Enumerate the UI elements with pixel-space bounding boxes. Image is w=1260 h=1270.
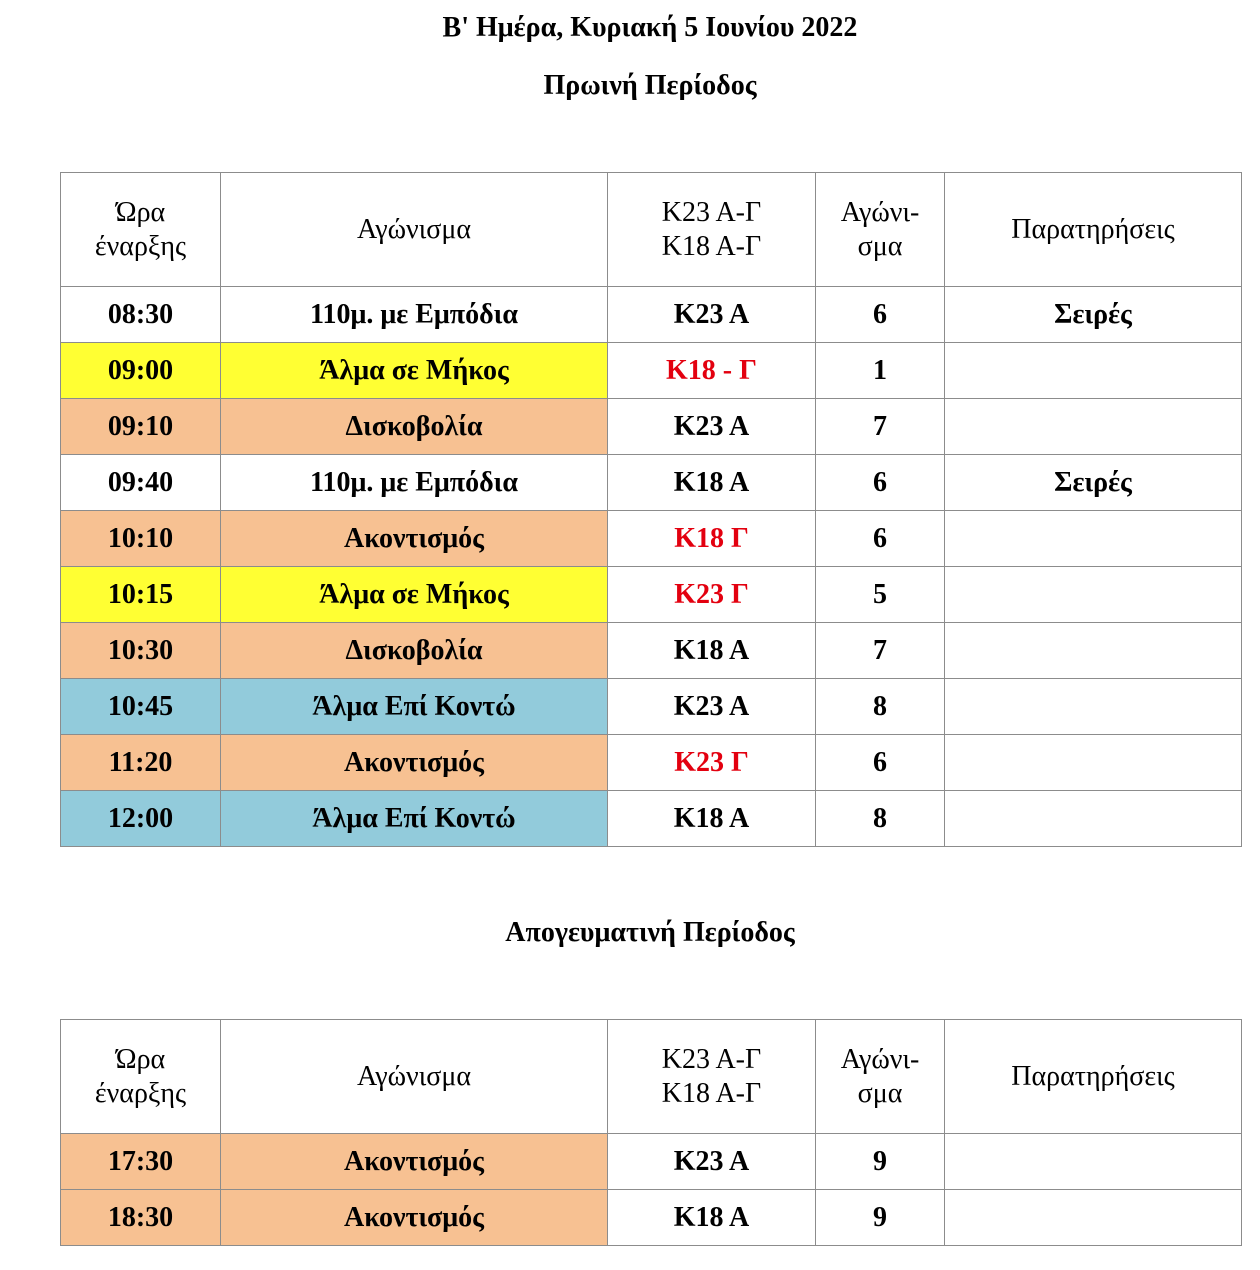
category-cell: Κ23 Γ bbox=[608, 735, 816, 791]
remarks-cell: Σειρές bbox=[945, 287, 1242, 343]
afternoon-table-body bbox=[61, 1134, 1242, 1246]
start-time-cell: 17:30 bbox=[61, 1134, 221, 1190]
category-cell: Κ18 Α bbox=[608, 791, 816, 847]
page-title: Β' Ημέρα, Κυριακή 5 Ιουνίου 2022 bbox=[442, 12, 858, 43]
remarks-cell bbox=[945, 623, 1242, 679]
start-time-cell: 11:20 bbox=[61, 735, 221, 791]
remarks-cell bbox=[945, 1190, 1242, 1246]
start-time-cell: 12:00 bbox=[61, 791, 221, 847]
morning-table-body bbox=[61, 287, 1242, 847]
header-event-number-line1: Αγώνι- bbox=[840, 196, 920, 228]
header-category-line1: Κ23 Α-Γ bbox=[661, 196, 762, 228]
event-number-cell: 7 bbox=[816, 399, 945, 455]
event-number-cell: 9 bbox=[816, 1190, 945, 1246]
category-cell: Κ23 Γ bbox=[608, 567, 816, 623]
header-category bbox=[608, 1020, 816, 1134]
event-cell: Δισκοβολία bbox=[221, 399, 608, 455]
category-cell: Κ18 - Γ bbox=[608, 343, 816, 399]
event-cell: Ακοντισμός bbox=[221, 1190, 608, 1246]
category-cell: Κ23 Α bbox=[608, 399, 816, 455]
event-cell: Άλμα Επί Κοντώ bbox=[221, 679, 608, 735]
header-category-line2: Κ18 Α-Γ bbox=[661, 230, 762, 262]
remarks-cell bbox=[945, 791, 1242, 847]
category-cell: Κ18 Α bbox=[608, 623, 816, 679]
event-cell: Ακοντισμός bbox=[221, 1134, 608, 1190]
table-row bbox=[61, 455, 1242, 511]
event-number-cell: 6 bbox=[816, 511, 945, 567]
event-number-cell: 1 bbox=[816, 343, 945, 399]
remarks-cell bbox=[945, 735, 1242, 791]
start-time-cell: 09:10 bbox=[61, 399, 221, 455]
category-cell: Κ23 Α bbox=[608, 679, 816, 735]
event-cell: Ακοντισμός bbox=[221, 735, 608, 791]
remarks-cell bbox=[945, 343, 1242, 399]
header-start-time-line2: έναρξης bbox=[94, 1077, 187, 1109]
header-event-number bbox=[816, 173, 945, 287]
table-row bbox=[61, 511, 1242, 567]
remarks-cell bbox=[945, 1134, 1242, 1190]
header-event-number bbox=[816, 1020, 945, 1134]
table-row bbox=[61, 623, 1242, 679]
start-time-cell: 09:00 bbox=[61, 343, 221, 399]
event-number-cell: 5 bbox=[816, 567, 945, 623]
event-number-cell: 6 bbox=[816, 455, 945, 511]
header-start-time-line1: Ώρα bbox=[115, 1043, 166, 1075]
table-row bbox=[61, 399, 1242, 455]
remarks-cell: Σειρές bbox=[945, 455, 1242, 511]
start-time-cell: 09:40 bbox=[61, 455, 221, 511]
event-number-cell: 8 bbox=[816, 791, 945, 847]
category-cell: Κ23 Α bbox=[608, 1134, 816, 1190]
event-cell: Δισκοβολία bbox=[221, 623, 608, 679]
remarks-cell bbox=[945, 567, 1242, 623]
category-cell: Κ18 Α bbox=[608, 1190, 816, 1246]
event-cell: 110μ. με Εμπόδια bbox=[221, 455, 608, 511]
table-header bbox=[61, 173, 1242, 287]
table-row bbox=[61, 1134, 1242, 1190]
header-row bbox=[61, 1020, 1242, 1134]
header-event: Αγώνισμα bbox=[221, 173, 608, 287]
table-row bbox=[61, 735, 1242, 791]
event-number-cell: 6 bbox=[816, 735, 945, 791]
header-remarks: Παρατηρήσεις bbox=[945, 173, 1242, 287]
category-cell: Κ18 Α bbox=[608, 455, 816, 511]
table-row bbox=[61, 287, 1242, 343]
remarks-cell bbox=[945, 511, 1242, 567]
header-category-line1: Κ23 Α-Γ bbox=[661, 1043, 762, 1075]
morning-schedule-table bbox=[60, 172, 1242, 847]
header-row bbox=[61, 173, 1242, 287]
header-category bbox=[608, 173, 816, 287]
event-number-cell: 6 bbox=[816, 287, 945, 343]
start-time-cell: 08:30 bbox=[61, 287, 221, 343]
start-time-cell: 10:45 bbox=[61, 679, 221, 735]
start-time-cell: 18:30 bbox=[61, 1190, 221, 1246]
table-row bbox=[61, 1190, 1242, 1246]
afternoon-period-title: Απογευματινή Περίοδος bbox=[505, 917, 795, 948]
remarks-cell bbox=[945, 679, 1242, 735]
table-header bbox=[61, 1020, 1242, 1134]
remarks-cell bbox=[945, 399, 1242, 455]
event-number-cell: 9 bbox=[816, 1134, 945, 1190]
category-cell: Κ18 Γ bbox=[608, 511, 816, 567]
event-number-cell: 8 bbox=[816, 679, 945, 735]
start-time-cell: 10:15 bbox=[61, 567, 221, 623]
header-start-time bbox=[61, 1020, 221, 1134]
table-row bbox=[61, 343, 1242, 399]
header-start-time bbox=[61, 173, 221, 287]
table-row bbox=[61, 679, 1242, 735]
header-remarks: Παρατηρήσεις bbox=[945, 1020, 1242, 1134]
header-start-time-line1: Ώρα bbox=[115, 196, 166, 228]
table-row bbox=[61, 791, 1242, 847]
event-cell: Ακοντισμός bbox=[221, 511, 608, 567]
table-row bbox=[61, 567, 1242, 623]
event-number-cell: 7 bbox=[816, 623, 945, 679]
header-category-line2: Κ18 Α-Γ bbox=[661, 1077, 762, 1109]
header-start-time-line2: έναρξης bbox=[94, 230, 187, 262]
header-event-number-line2: σμα bbox=[857, 230, 903, 262]
event-cell: 110μ. με Εμπόδια bbox=[221, 287, 608, 343]
afternoon-schedule-table bbox=[60, 1019, 1242, 1246]
start-time-cell: 10:10 bbox=[61, 511, 221, 567]
event-cell: Άλμα σε Μήκος bbox=[221, 567, 608, 623]
start-time-cell: 10:30 bbox=[61, 623, 221, 679]
event-cell: Άλμα Επί Κοντώ bbox=[221, 791, 608, 847]
category-cell: Κ23 Α bbox=[608, 287, 816, 343]
morning-period-title: Πρωινή Περίοδος bbox=[543, 70, 757, 101]
event-cell: Άλμα σε Μήκος bbox=[221, 343, 608, 399]
header-event-number-line2: σμα bbox=[857, 1077, 903, 1109]
header-event-number-line1: Αγώνι- bbox=[840, 1043, 920, 1075]
header-event: Αγώνισμα bbox=[221, 1020, 608, 1134]
